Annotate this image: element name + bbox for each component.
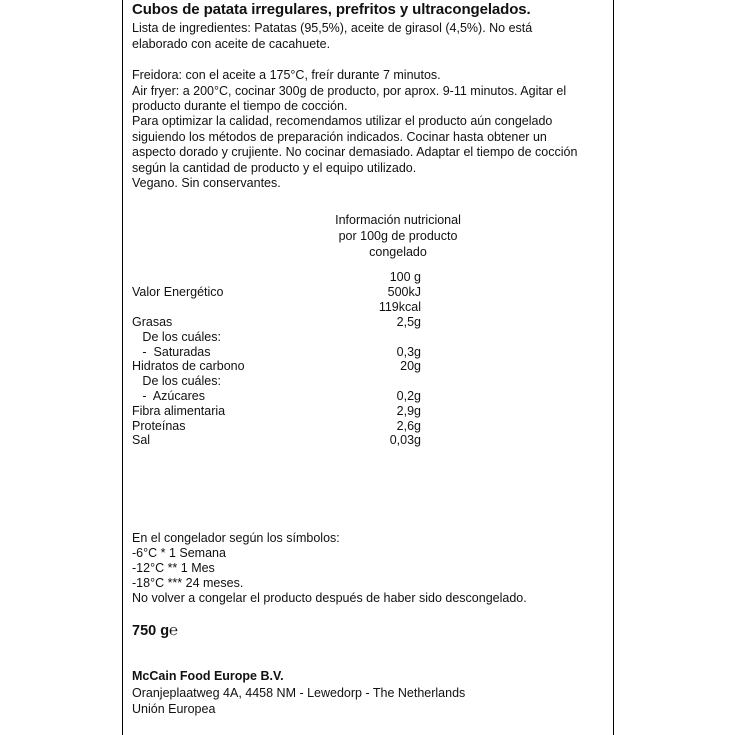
- vegan-note: Vegano. Sin conservantes.: [132, 176, 281, 190]
- product-label-sheet: [122, 0, 614, 735]
- nutrient-value: 0,2g: [396, 389, 421, 403]
- nutrition-header-line: por 100g de producto: [338, 229, 458, 243]
- nutrient-value: 0,3g: [396, 345, 421, 359]
- prep-line: siguiendo los métodos de preparación indicados. Cocinar hasta obtener un: [132, 130, 547, 144]
- nutrient-value: 119kcal: [378, 300, 421, 314]
- prep-line: Para optimizar la calidad, recomendamos utilizar el producto aún congelado: [132, 114, 553, 128]
- nutrition-header-line: congelado: [369, 245, 427, 259]
- prep-line: producto durante el tiempo de cocción.: [132, 99, 348, 113]
- nutrient-value: 20g: [400, 359, 421, 373]
- nutrient-value: 2,5g: [396, 315, 421, 329]
- storage-line: En el congelador según los símbolos:: [132, 531, 340, 545]
- nutrition-row: [132, 419, 602, 434]
- estimated-sign-icon: ℮: [169, 622, 179, 639]
- nutrient-label: De los cuáles:: [132, 374, 221, 388]
- net-weight: [132, 623, 178, 640]
- nutrition-row: [132, 345, 602, 360]
- nutrition-row: [132, 404, 602, 419]
- nutrition-row: [132, 330, 602, 345]
- company-region: Unión Europea: [132, 702, 216, 716]
- nutrient-label: Grasas: [132, 315, 173, 329]
- company-name: McCain Food Europe B.V.: [132, 669, 284, 683]
- prep-line: Freidora: con el aceite a 175°C, freír durante 7 minutos.: [132, 68, 441, 82]
- storage-line: -18°C *** 24 meses.: [132, 576, 244, 590]
- product-title: Cubos de patata irregulares, prefritos y ultracongelados.: [132, 1, 531, 18]
- company-address: Oranjeplaatweg 4A, 4458 NM - Lewedorp - The Netherlands: [132, 686, 466, 700]
- nutrient-label: Fibra alimentaria: [132, 404, 226, 418]
- nutrition-row: [132, 300, 602, 315]
- nutrient-label: Proteínas: [132, 419, 186, 433]
- nutrition-row: [132, 389, 602, 404]
- storage-line: No volver a congelar el producto después de haber sido descongelado.: [132, 591, 527, 605]
- nutrient-label: - Azúcares: [132, 389, 205, 403]
- prep-line: Air fryer: a 200°C, cocinar 300g de producto, por aprox. 9-11 minutos. Agitar el: [132, 84, 567, 98]
- storage-line: -6°C * 1 Semana: [132, 546, 226, 560]
- nutrition-row: [132, 359, 602, 374]
- storage-line: -12°C ** 1 Mes: [132, 561, 215, 575]
- prep-line: aspecto dorado y crujiente. No cocinar demasiado. Adaptar el tiempo de cocción: [132, 145, 578, 159]
- nutrient-label: - Saturadas: [132, 345, 211, 359]
- nutrient-value: 100 g: [389, 270, 421, 284]
- nutrient-label: Sal: [132, 433, 151, 447]
- nutrient-label: De los cuáles:: [132, 330, 221, 344]
- nutrient-label: Hidratos de carbono: [132, 359, 245, 373]
- nutrient-value: 0,03g: [389, 433, 421, 447]
- nutrition-row: [132, 374, 602, 389]
- nutrient-value: 500kJ: [387, 285, 421, 299]
- nutrition-row: [132, 315, 602, 330]
- nutrient-value: 2,9g: [396, 404, 421, 418]
- prep-line: según la cantidad de producto y el equipo utilizado.: [132, 161, 417, 175]
- ingredients-line: elaborado con aceite de cacahuete.: [132, 37, 331, 51]
- nutrition-header-line: Información nutricional: [335, 213, 461, 227]
- nutrition-header: [318, 212, 478, 260]
- nutrient-label: Valor Energético: [132, 285, 224, 299]
- nutrition-row: [132, 433, 602, 448]
- nutrition-row: [132, 285, 602, 300]
- net-weight-amount: 750 g: [132, 623, 170, 639]
- ingredients-line: Lista de ingredientes: Patatas (95,5%), aceite de girasol (4,5%). No está: [132, 21, 533, 35]
- nutrition-row: [132, 270, 602, 285]
- nutrient-value: 2,6g: [396, 419, 421, 433]
